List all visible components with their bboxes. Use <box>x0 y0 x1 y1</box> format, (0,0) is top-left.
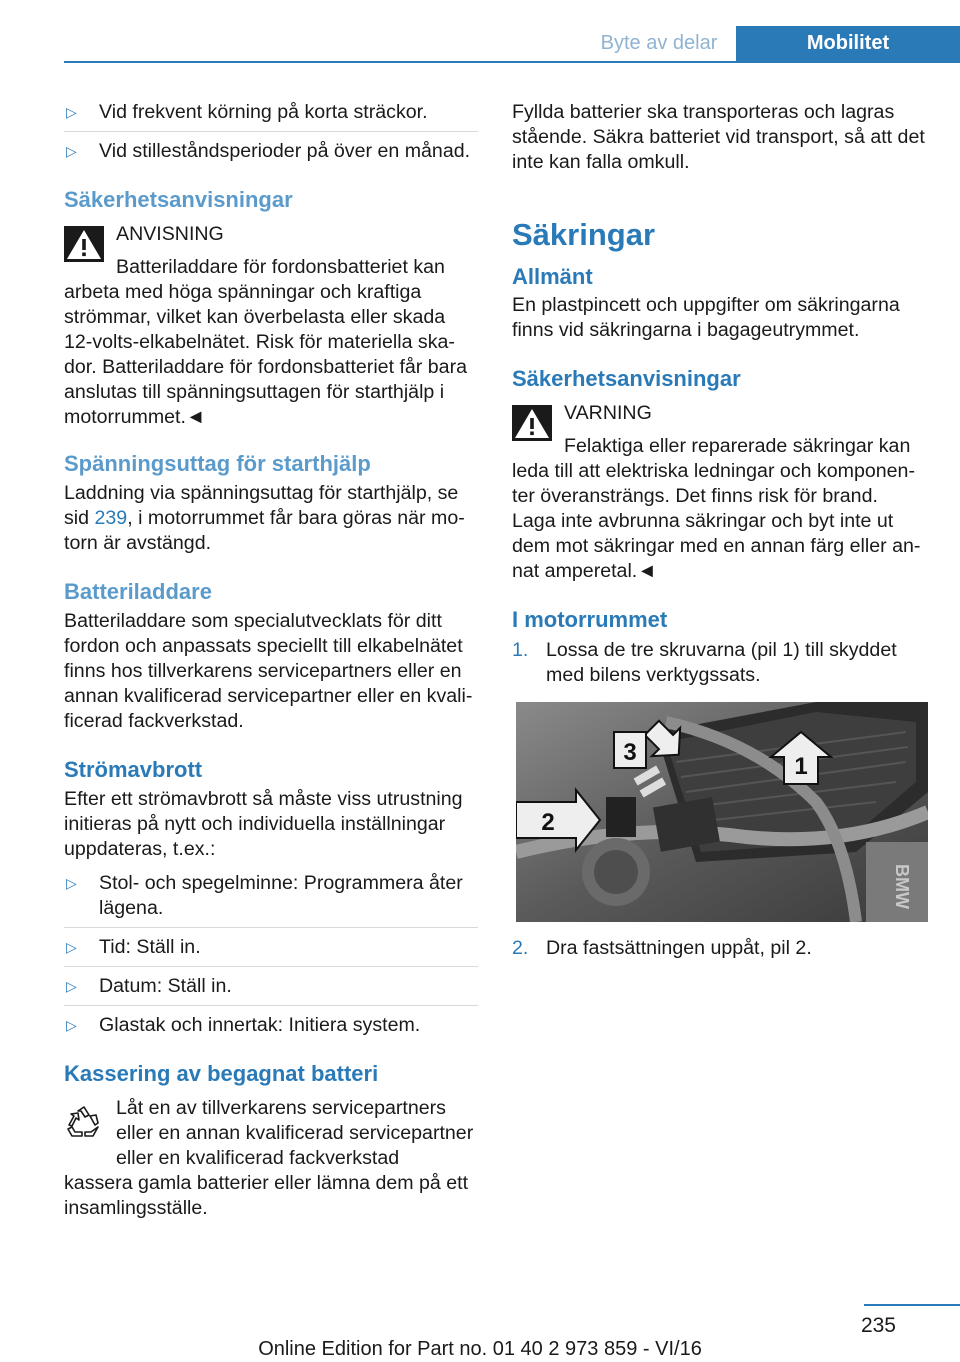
section-tab[interactable]: Mobilitet <box>736 26 960 61</box>
list-item: ▷ Vid stilleståndsperioder på över en månad. <box>66 140 471 162</box>
engine-bay-photo <box>516 702 928 922</box>
notice-text-first: Batteriladdare för fordonsbatteriet kan <box>116 256 445 278</box>
warning-text-first: Felaktiga eller reparerade säkringar kan <box>564 435 911 457</box>
disposal-box <box>64 1096 478 1221</box>
page-link[interactable]: 239 <box>94 507 128 529</box>
arrow-1-label: 1 <box>794 753 808 780</box>
warning-triangle-icon <box>64 226 104 262</box>
triangle-bullet-icon: ▷ <box>66 875 77 891</box>
notice-text: arbeta med höga spänningar och kraftiga strömmar, vilket kan överbelasta eller skada 12-volts-elkabelnätet. Risk för materiella skador. Batteriladdare för fordonsbatteriet får bara anslutas till spänningsuttagen för starthjälp i motorrummet.◄ <box>64 281 467 428</box>
list-item: ▷ Datum: Ställ in. <box>64 974 478 1006</box>
breadcrumb[interactable]: Byte av delar <box>600 32 718 54</box>
disposal-text: kassera gamla batterier eller lämna dem på ett insamlingsställe. <box>64 1172 469 1219</box>
arrow-3-label: 3 <box>623 739 637 766</box>
section-heading: Strömavbrott <box>64 757 203 782</box>
warning-box <box>512 401 926 584</box>
edition-footer <box>0 1338 960 1361</box>
page-number-rule <box>864 1304 960 1306</box>
warning-text: leda till att elektriska ledningar och komponenter överansträngs. Det finns risk för brand. Laga inte avbrunna säkringar och byt inte ut dem mot säkringar med en annan färg eller annat amperetal.◄ <box>512 460 921 582</box>
recycle-icon <box>64 1104 104 1142</box>
arrow-2-label: 2 <box>541 809 555 836</box>
disposal-text-first: Låt en av tillverkarens servicepartners eller en annan kvalificerad servicepartner eller en kvalificerad fackverkstad <box>116 1097 474 1169</box>
paragraph: Laddning via spänningsuttag för starthjälp, se sid 239, i motorrummet får bara göras när motorn är avstängd. <box>64 482 465 554</box>
section-heading: Allmänt <box>512 264 593 289</box>
list-item: ▷ Glastak och innertak: Initiera system. <box>66 1014 421 1036</box>
chapter-heading: Säkringar <box>512 217 656 252</box>
triangle-bullet-icon: ▷ <box>66 1017 77 1033</box>
list-item: ▷ Tid: Ställ in. <box>64 935 478 967</box>
warning-label: VARNING <box>564 402 652 424</box>
list-item: ▷ Vid frekvent körning på korta sträckor. <box>64 100 478 132</box>
triangle-bullet-icon: ▷ <box>66 939 77 955</box>
paragraph: Fyllda batterier ska transporteras och lagras stående. Säkra batteriet vid transport, så att det inte kan falla omkull. <box>512 101 925 173</box>
step-item: 2. Dra fastsättningen uppåt, pil 2. <box>512 937 812 959</box>
engine-bay-illustration <box>516 702 928 922</box>
section-heading: I motorrummet <box>512 607 668 632</box>
page-number: 235 <box>860 1314 896 1337</box>
notice-box <box>64 222 478 430</box>
notice-label: ANVISNING <box>116 223 224 245</box>
right-column <box>512 100 926 961</box>
triangle-bullet-icon: ▷ <box>66 978 77 994</box>
edition-text: Online Edition for Part no. 01 40 2 973 859 - VI/16 <box>258 1338 702 1360</box>
brand-mark: BMW <box>892 864 912 909</box>
step-item: 1. Lossa de tre skruvarna (pil 1) till skyddet med bilens verktygssats. <box>512 639 897 686</box>
paragraph: Efter ett strömavbrott så måste viss utrustning initieras på nytt och individuella inställningar uppdateras, t.ex.: <box>64 788 463 860</box>
triangle-bullet-icon: ▷ <box>66 143 77 159</box>
left-column <box>64 100 478 1221</box>
triangle-bullet-icon: ▷ <box>66 104 77 120</box>
section-heading: Kassering av begagnat batteri <box>64 1061 379 1086</box>
section-heading: Säkerhetsanvisningar <box>64 187 293 212</box>
header-rule <box>64 61 960 63</box>
section-heading: Spänningsuttag för starthjälp <box>64 451 371 476</box>
paragraph: Batteriladdare som specialutvecklats för ditt fordon och anpassats speciellt till elkabelnätet finns hos tillverkarens servicepartners eller en annan kvalificerad servicepartner eller en kvalificerad fackverkstad. <box>64 610 473 732</box>
section-heading: Säkerhetsanvisningar <box>512 366 741 391</box>
paragraph: En plastpincett och uppgifter om säkringarna finns vid säkringarna i bagageutrymmet. <box>512 294 900 341</box>
warning-triangle-icon <box>512 405 552 441</box>
list-item: ▷ Stol- och spegelminne: Programmera åter lägena. <box>64 871 478 928</box>
section-heading: Batteriladdare <box>64 579 212 604</box>
